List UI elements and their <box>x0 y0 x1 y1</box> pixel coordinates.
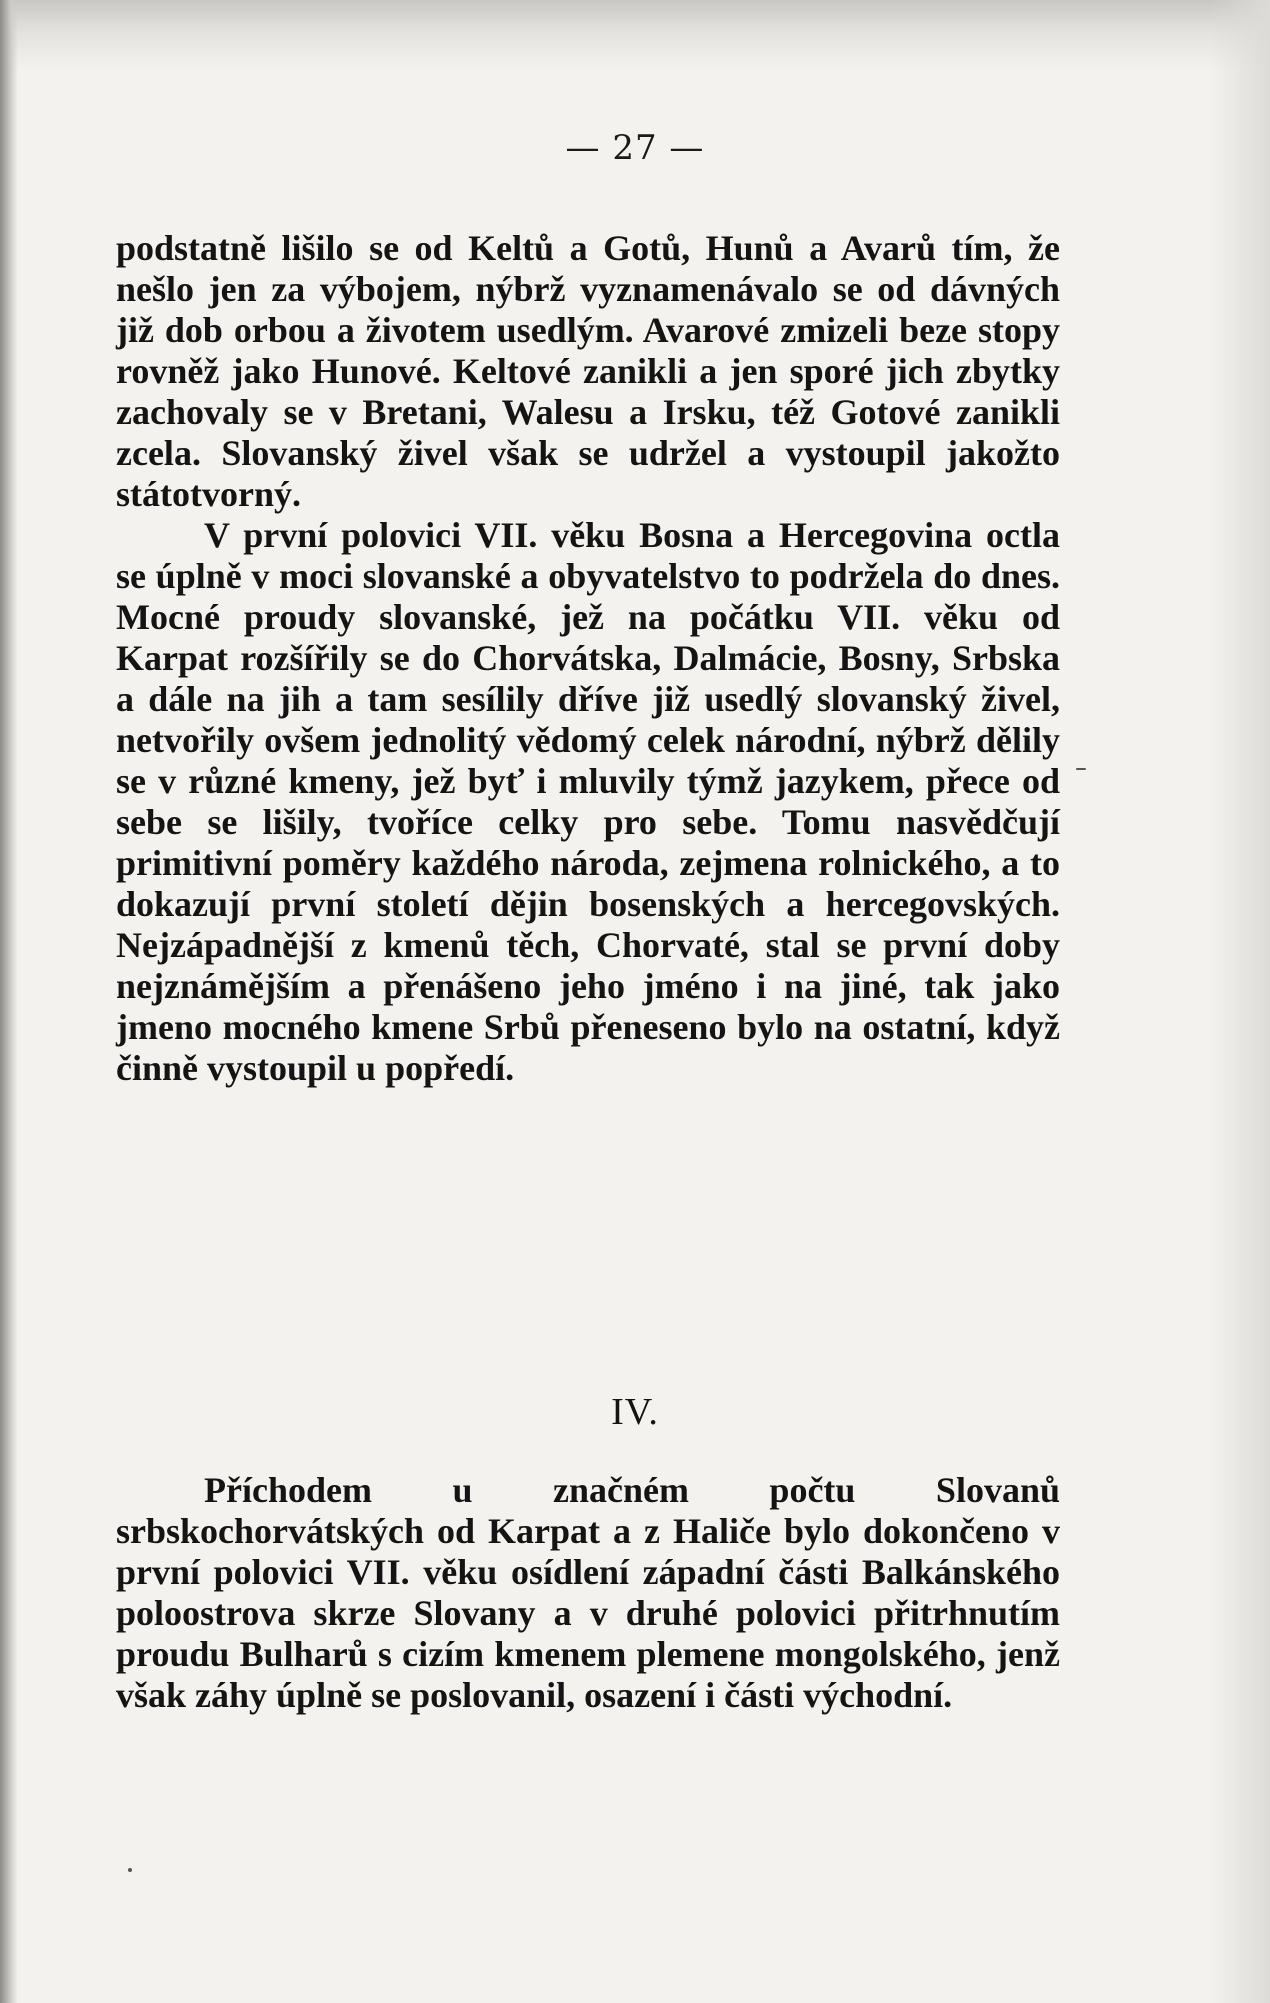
body-text-lower <box>116 1470 1060 1716</box>
section-heading: IV. <box>611 1391 659 1433</box>
page-number: — 27 — <box>565 128 705 168</box>
body-text-upper <box>116 228 1060 1089</box>
print-speck <box>128 1868 132 1872</box>
page-right-shadow <box>1210 0 1270 2003</box>
paragraph-continued: podstatně lišilo se od Keltů a Gotů, Hunů a Avarů tím, že nešlo jen za výbojem, nýbrž vyznamenávalo se od dávných již dob orbou a životem usedlým. Avarové zmizeli beze stopy rovněž jako Hunové. Keltové zanikli a jen sporé jich zbytky zachovaly se v Bretani, Walesu a Irsku, též Gotové zanikli zcela. Slovanský živel však se udržel a vystoupil jakožto státotvorný. <box>116 228 1060 514</box>
print-speck <box>1076 768 1086 770</box>
page-top-shadow <box>0 0 1270 70</box>
paragraph: Příchodem u značném počtu Slovanů srbskochorvátských od Karpat a z Haliče bylo dokončeno v první polovici VII. věku osídlení západní části Balkánského poloostrova skrze Slovany a v druhé polovici přitrhnutím proudu Bulharů s cizím kmenem plemene mongolského, jenž však záhy úplně se poslovanil, osazení i části východní. <box>116 1470 1060 1715</box>
paragraph: V první polovici VII. věku Bosna a Hercegovina octla se úplně v moci slovanské a obyvatelstvo to podržela do dnes. Mocné proudy slovanské, jež na počátku VII. věku od Karpat rozšířily se do Chorvátska, Dalmácie, Bosny, Srbska a dále na jih a tam sesílily dříve již usedlý slovanský živel, netvořily ovšem jednolitý vědomý celek národní, nýbrž dělily se v různé kmeny, jež byť i mluvily týmž jazykem, přece od sebe se lišily, tvoříce celky pro sebe. Tomu nasvědčují primitivní poměry každého národa, zejmena rolnického, a to dokazují první století dějin bosenských a hercegovských. Nejzápadnější z kmenů těch, Chorvaté, stal se první doby nejznámějším a přenášeno jeho jméno i na jiné, tak jako jmeno mocného kmene Srbů přeneseno bylo na ostatní, když činně vystoupil u popředí. <box>116 515 1060 1088</box>
page-left-binding-shadow <box>0 0 18 2003</box>
